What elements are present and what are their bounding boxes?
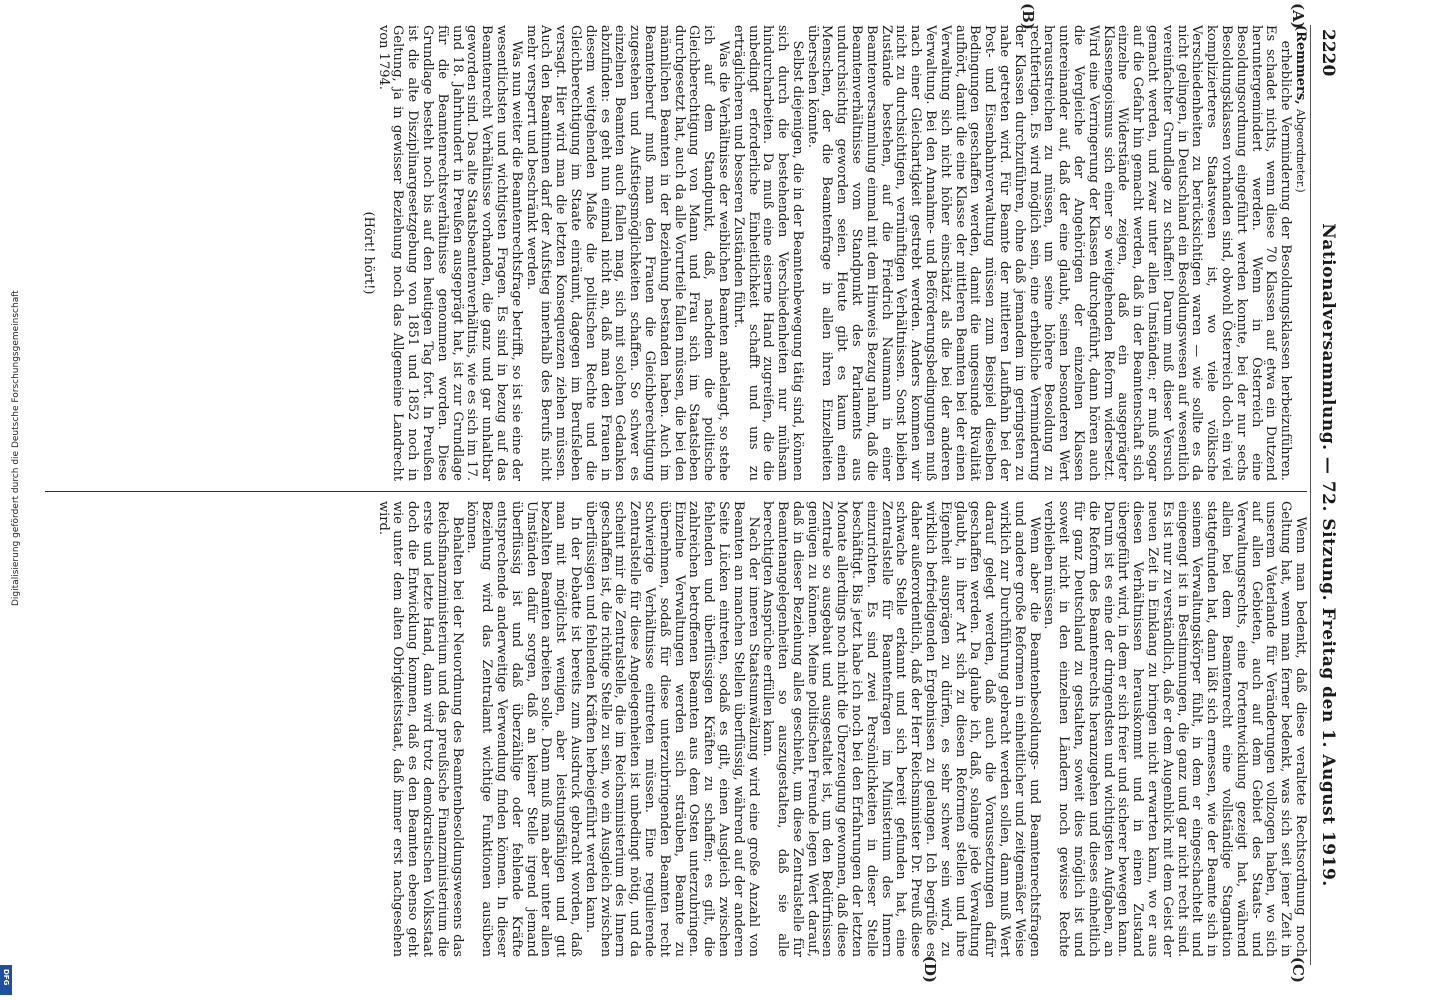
text-columns: [37, 3, 1308, 983]
margin-marker-d: (D): [921, 955, 939, 983]
right-paragraph-1: Wenn man bedenkt, daß diese veraltete Rechtsordnung noch Geltung hat, wenn man ferner bedenkt, was sich seit jener Zeit in unserem Vaterlande für Veränderungen vollzogen haben, wo sich auf allen Gebieten, auch auf dem Gebiet des Staats- und Verwaltungsrechts, eine Fortentwicklung gezeigt hat, während allein bei dem Beamtenrecht eine vollständige Stagnation stattgefunden hat, dann läßt sich ermessen, wie der Beamte sich in seinem Verwaltungskörper fühlt, in dem er eingeschachtelt und eingeengt ist in Bestimmungen, die ganz und gar nicht recht sind. Es ist nur zu verständlich, daß er dem Augenblick mit dem Geist der neuen Zeit in Einklang zu bringen nicht erwarten kann, wo er aus diesen Verhältnissen herauskommt und in einen Zustand übergeführt wird, in dem er sich freier und sicherer bewegen kann. Darum ist es eine der dringendsten und wichtigsten Aufgaben, an die Reform des Beamtenrechts heranzugehen und dieses einheitlich für ganz Deutschland zu gestalten, soweit dies möglich ist und soweit nicht in den einzelnen Ländern noch gewisse Rechte verbleiben müssen.: [1041, 501, 1308, 957]
margin-marker-a: (A): [1289, 3, 1307, 29]
dfg-logo: [0, 965, 12, 995]
interjection: (Hört! hört!): [360, 211, 376, 295]
speaker-line: [1292, 25, 1307, 481]
right-paragraph-3: Nach der inneren Staatsumwälzung wird eine große Anzahl von Beamten an manchen Stellen überflüssig, während auf der anderen Seite Lücken eintreten, sodaß es gilt, einen Ausgleich zwischen fehlenden und überflüssigen Kräften zu schaffen; es gilt, die zahlreichen betroffenen Beamten aus dem Osten unterzubringen. Einzelne Verwaltungen werden sich sträuben, Beamte zu übernehmen, sodaß für diese unterzubringenden Beamten recht schwierige Verhältnisse eintreten müssen. Eine regulierende Zentralstelle für diese Angelegenheiten ist unbedingt nötig, und da scheint mir die Zentralstelle, die im Reichsministerium des Innern geschaffen ist, die richtige Stelle zu sein, wo ein Ausgleich zwischen überflüssigen und fehlenden Kräften herbeigeführt werden kann.: [582, 501, 761, 957]
digitization-notice: Digitalisierung gefördert durch die Deutsche Forschungsgemeinschaft: [11, 290, 21, 606]
left-paragraph-3: Was die Verhältnisse der weiblichen Beamten anbelangt, so stehe ich auf dem Standpunkt, daß, nachdem die politische Gleichberechtigung von Mann und Frau sich im Staatsleben durchgesetzt hat, auch da alle Vorurteile fallen müssen, die bei den männlichen Beamten in der Beziehung bestanden haben. Auch im Beamtenberuf muß man den Frauen die Gleichberechtigung zugestehen und Aufstiegsmöglichkeiten schaffen. So schwer es einzelnen Beamten auch fallen mag, sich mit solchen Gedanken abzufinden: es geht nun einmal nicht an, daß man den Frauen in diesem weitgehenden Maße die politischen Rechte und die Gleichberechtigung im Staate einräumt, dagegen im Berufsleben versagt. Hier wird man die letzten Konsequenzen ziehen müssen. Auch den Beamtinnen darf der Aufstieg innerhalb des Berufs nicht mehr versperrt und beschränkt werden.: [523, 25, 731, 481]
left-paragraph-2: Selbst diejenigen, die in der Beamtenbewegung tätig sind, können sich durch die bestehenden Verschiedenheiten nur mühsam hindurcharbeiten. Da muß eine eiserne Hand zugreifen, die die unbedingt erforderliche Einheitlichkeit schafft und uns zu erträglicheren und besseren Zuständen führt.: [730, 25, 805, 481]
margin-marker-c: (C): [1289, 956, 1307, 983]
left-paragraph-1: erhebliche Verminderung der Besoldungsklassen herbeizuführen. Es schadet nichts, wenn diese 70 Klassen auf etwa ein Dutzend heruntergemindert werden. Wenn in Österreich eine Besoldungsordnung eingeführt werden konnte, bei der nur sechs Besoldungsklassen vorhanden sind, obwohl Österreich doch ein viel komplizierteres Staatswesen ist, wo viele völkische Verschiedenheiten zu berücksichtigen waren — wie sollte es da nicht gelingen, in Deutschland ein Besoldungswesen auf wesentlich vereinfachter Grundlage zu schaffen! Darum muß dieser Versuch gemacht werden, und zwar unter allen Umständen; er muß sogar auf die Gefahr hin gemacht werden, daß in der Beamtenschaft sich einzelne Widerstände zeigen, daß ein ausgeprägter Klassenegoismus sich einer so weitgehenden Reform widersetzt. Wird eine Verringerung der Klassen durchgeführt, dann hören auch die Vergleiche der Angehörigen der einzelnen Klassen untereinander auf, daß der eine glaubt, seinen besonderen Wert herausstreichen zu müssen, um seine höhere Besoldung zu rechtfertigen. Es wird möglich sein, eine erhebliche Verminderung der Klassen durchzuführen, ohne daß jemandem im geringsten zu nahe getreten wird. Für Beamte der mittleren Laufbahn bei der Post- und Eisenbahnverwaltung müssen zum Beispiel dieselben Bedingungen geschaffen werden, damit die ungesunde Rivalität aufhört, damit die eine Klasse der mittleren Beamten bei der einen Verwaltung sich nicht höher einschätzt als die bei der anderen Verwaltung. Bei den Annahme- und Beförderungsbedingungen muß nach einer Gleichartigkeit gestrebt werden. Anders kommen wir nicht zu durchsichtigen, vernünftigen Verhältnissen. Sonst bleiben Zustände bestehen, auf die Friedrich Naumann in einer Beamtenversammlung einmal mit dem Hinweis Bezug nahm, daß die Beamtenverhältnisse vom Standpunkt des Parlaments aus undurchsichtig geworden seien. Heute gibt es kaum einen Menschen, der die Beamtenfrage in allen ihren Einzelheiten übersehen könnte.: [804, 25, 1294, 481]
left-paragraph-4: Was nun weiter die Beamtenrechtsfrage betrifft, so ist sie eine der wesentlichsten und wichtigsten Fragen. Es sind in bezug auf das Beamtenrecht Verhältnisse vorhanden, die ganz und gar unhaltbar geworden sind. Das alte Staatsbeamtenverhältnis, wie es sich im 17. und 18. Jahrhundert in Preußen ausgeprägt hat, ist zur Grundlage für die Beamtenrechtsverhältnisse genommen worden. Diese Grundlage besteht noch bis auf den heutigen Tag fort. In Preußen ist die alte Disziplinargesetzgebung von 1851 und 1852 noch in Geltung, ja in gewisser Beziehung noch das Allgemeine Landrecht von 1794.: [375, 25, 524, 481]
right-paragraph-5: Behalten bei der Neuordnung des Beamtenbesoldungswesens das Reichsfinanzministerium und das preußische Finanzministerium die erste und letzte Hand, dann wird trotz demokratischen Volksstaat doch die Entwicklung kommen, daß es den Beamten ebenso geht wie unter dem alten Obrigkeitsstaat, daß immer erst nachgesehen wird.: [375, 501, 465, 957]
right-column: [45, 501, 1308, 983]
margin-marker-b: (B): [1019, 3, 1037, 30]
page-header: [1310, 25, 1337, 965]
rotated-page-content: [37, 3, 1338, 983]
speaker-name: (Remmers,: [1293, 25, 1308, 105]
page-number: 2220: [1318, 29, 1338, 77]
left-column: [45, 3, 1308, 481]
column-divider: [45, 491, 1307, 492]
page-title: Nationalversammlung. — 72. Sitzung. Freitag den 1. August 1919.: [1318, 223, 1338, 887]
dfg-logo-label: DFG: [2, 969, 10, 986]
speaker-role: Abgeordneter.): [1294, 108, 1307, 193]
right-paragraph-2: Wenn aber die Beamtenbesoldungs- und Beamtenrechtsfragen und andere große Reformen in einheitlicher und zeitgemäßer Weise wirklich zur Durchführung gebracht werden sollen, dann muß Wert darauf gelegt werden, daß auch die Voraussetzungen dafür geschaffen werden. Da glaube ich, daß, solange jede Verwaltung glaubt, in ihrer Art sich zu diesen Reformen stellen und ihre Eigenheit ausprägen zu dürfen, es sehr schwer sein wird, zu wirklich befriedigenden Ergebnissen zu gelangen. Ich begrüße es daher außerordentlich, daß der Herr Reichsminister Dr. Preuß diese schwache Stelle erkannt und sich bereit gefunden hat, eine Zentralstelle für Beamtenfragen im Ministerium des Innern einzurichten. Es sind zwei Persönlichkeiten in dieser Stelle beschäftigt. Bis jetzt habe ich noch bei den Erfahrungen der letzten Monate allerdings noch nicht die Überzeugung gewonnen, daß diese Zentrale so ausgebaut und ausgestaltet ist, um den Bedürfnissen genügen zu können. Meine politischen Freunde legen Wert darauf, daß in dieser Beziehung alles geschieht, um diese Zentralstelle für Beamtenangelegenheiten so auszugestalten, daß sie alle berechtigten Ansprüche erfüllen kann.: [760, 501, 1042, 957]
margin-notice: [0, 0, 21, 1000]
right-paragraph-4: In der Debatte ist bereits zum Ausdruck gebracht worden, daß man mit möglichst wenigen, aber leistungsfähigen und gut bezahlten Beamten arbeiten solle. Dann muß man aber unter allen Umständen dafür sorgen, daß an keiner Stelle irgend jemand überflüssig ist und daß überzählige oder fehlende Kräfte entsprechende anderweitige Verwendung finden können. In dieser Beziehung wird das Zentralamt wichtige Funktionen ausüben können.: [464, 501, 583, 957]
